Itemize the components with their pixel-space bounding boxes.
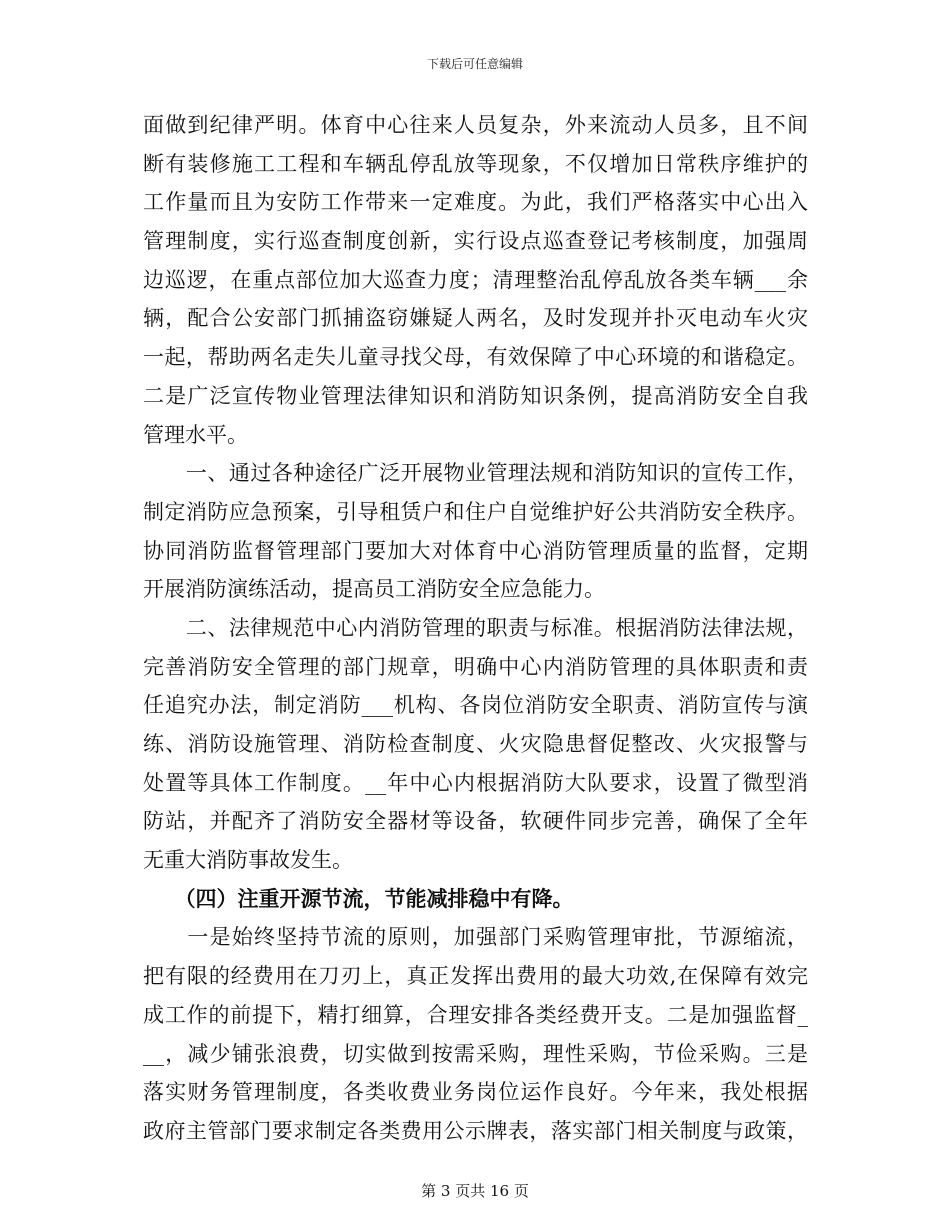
text-line: 二是广泛宣传物业管理法律知识和消防知识条例，提高消防安全自我 xyxy=(143,383,808,408)
text-line: 边巡逻，在重点部位加大巡查力度；清理整治乱停乱放各类车辆___余 xyxy=(143,267,808,292)
text-line: 管理制度，实行巡查制度创新，实行设点巡查登记考核制度，加强周 xyxy=(143,229,808,254)
text-line: 一、通过各种途径广泛开展物业管理法规和消防知识的宣传工作， xyxy=(143,461,808,486)
text-line: 面做到纪律严明。体育中心往来人员复杂，外来流动人员多，且不间 xyxy=(143,113,808,137)
text-line: 制定消防应急预案，引导租赁户和住户自觉维护好公共消防安全秩序。 xyxy=(143,499,808,524)
text-line: 管理水平。 xyxy=(143,422,248,447)
text-line: 把有限的经费用在刀刃上，真正发挥出费用的最大功效,在保障有效完 xyxy=(143,964,808,989)
text-line: 断有装修施工工程和车辆乱停乱放等现象，不仅增加日常秩序维护的 xyxy=(143,151,808,176)
page-header: 下载后可任意编辑 xyxy=(426,57,523,71)
text-line: 工作量而且为安防工作带来一定难度。为此，我们严格落实中心出入 xyxy=(143,190,808,215)
text-line: 防站，并配齐了消防安全器材等设备，软硬件同步完善，确保了全年 xyxy=(143,809,808,834)
text-line: 开展消防演练活动，提高员工消防安全应急能力。 xyxy=(143,577,605,602)
text-line: 一起，帮助两名走失儿童寻找父母，有效保障了中心环境的和谐稳定。 xyxy=(143,345,808,370)
text-line: 协同消防监督管理部门要加大对体育中心消防管理质量的监督，定期 xyxy=(143,538,808,563)
text-line: 任追究办法，制定消防___机构、各岗位消防安全职责、消防宣传与演 xyxy=(143,693,808,718)
text-line: 练、消防设施管理、消防检查制度、火灾隐患督促整改、火灾报警与 xyxy=(143,732,808,756)
text-line: 辆，配合公安部门抓捕盗窃嫌疑人两名，及时发现并扑灭电动车火灾 xyxy=(143,306,808,331)
text-line: __，减少铺张浪费，切实做到按需采购，理性采购，节俭采购。三是 xyxy=(143,1041,808,1066)
text-line: 无重大消防事故发生。 xyxy=(143,848,353,873)
text-line: 完善消防安全管理的部门规章，明确中心内消防管理的具体职责和责 xyxy=(143,654,808,679)
text-line: 成工作的前提下，精打细算，合理安排各类经费开支。二是加强监督_ xyxy=(143,1002,808,1027)
text-line: 处置等具体工作制度。__年中心内根据消防大队要求，设置了微型消 xyxy=(143,770,808,795)
text-line: 二、法律规范中心内消防管理的职责与标准。根据消防法律法规， xyxy=(143,615,808,640)
text-line: 一是始终坚持节流的原则，加强部门采购管理审批，节源缩流， xyxy=(143,925,808,950)
text-line: 落实财务管理制度，各类收费业务岗位运作良好。今年来，我处根据 xyxy=(143,1080,808,1105)
document-body xyxy=(143,106,808,1151)
page-footer: 第 3 页共 16 页 xyxy=(421,1182,529,1200)
section-heading: （四）注重开源节流，节能减排稳中有降。 xyxy=(143,886,574,911)
text-line: 政府主管部门要求制定各类费用公示牌表，落实部门相关制度与政策， xyxy=(143,1118,808,1143)
